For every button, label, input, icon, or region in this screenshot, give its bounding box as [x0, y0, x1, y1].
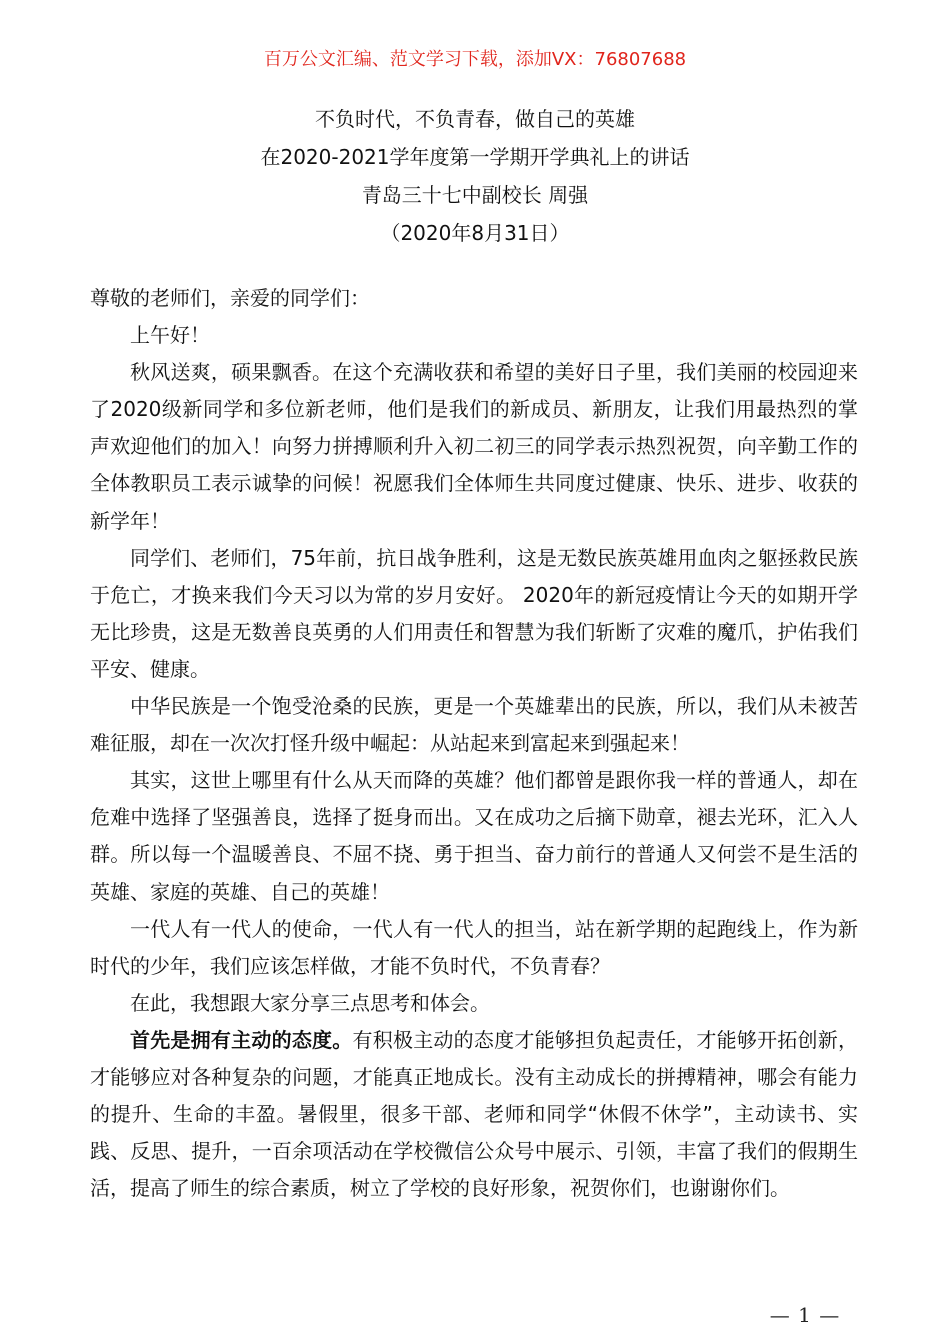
speech-subtitle: 在2020-2021学年度第一学期开学典礼上的讲话: [260, 145, 690, 169]
paragraph-1: 秋风送爽，硕果飘香。在这个充满收获和希望的美好日子里，我们美丽的校园迎来了2020级新同学和多位新老师，他们是我们的新成员、新朋友，让我们用最热烈的掌声欢迎他们的加入！向努力拼搏顺利升入初二初三的同学表示热烈祝贺，向辛勤工作的全体教职员工表示诚挚的问候！祝愿我们全体师生共同度过健康、快乐、进步、收获的新学年！: [90, 360, 858, 533]
salutation: 尊敬的老师们，亲爱的同学们：: [90, 286, 370, 310]
paragraph-7: [90, 1022, 858, 1207]
paragraph-5: 一代人有一代人的使命，一代人有一代人的担当，站在新学期的起跑线上，作为新时代的少年，我们应该怎样做，才能不负时代，不负青春？: [90, 916, 858, 978]
paragraph-4: 其实，这世上哪里有什么从天而降的英雄？他们都曾是跟你我一样的普通人，却在危难中选择了坚强善良，选择了挺身而出。又在成功之后摘下勋章，褪去光环，汇入人群。所以每一个温暖善良、不屈不挠、勇于担当、奋力前行的普通人又何尝不是生活的英雄、家庭的英雄、自己的英雄！: [90, 768, 858, 904]
speech-date: （2020年8月31日）: [380, 221, 570, 245]
greeting: 上午好！: [130, 323, 210, 348]
speaker-line: 青岛三十七中副校长 周强: [361, 183, 589, 207]
page-number: — 1 —: [769, 1303, 841, 1327]
paragraph-3: 中华民族是一个饱受沧桑的民族，更是一个英雄辈出的民族，所以，我们从未被苦难征服，却在一次次打怪升级中崛起：从站起来到富起来到强起来！: [90, 694, 858, 756]
paragraph-2: 同学们、老师们，75年前，抗日战争胜利，这是无数民族英雄用血肉之躯拯救民族于危亡，才换来我们今天习以为常的岁月安好。 2020年的新冠疫情让今天的如期开学无比珍贵，这是无数善良英勇的人们用责任和智慧为我们斩断了灾难的魔爪，护佑我们平安、健康。: [90, 545, 858, 681]
paragraph-7-text: 有积极主动的态度才能够担负起责任，才能够开拓创新，才能够应对各种复杂的问题，才能真正地成长。没有主动成长的拼搏精神，哪会有能力的提升、生命的丰盈。暑假里，很多干部、老师和同学“休假不休学”，主动读书、实践、反思、提升，一百余项活动在学校微信公众号中展示、引领，丰富了我们的假期生活，提高了师生的综合素质，树立了学校的良好形象，祝贺你们，也谢谢你们。: [90, 1027, 859, 1201]
paragraph-6: 在此，我想跟大家分享三点思考和体会。: [130, 990, 490, 1015]
paragraph-7-heading: 首先是拥有主动的态度。: [130, 1027, 353, 1052]
speech-body: [90, 280, 858, 1207]
watermark-banner: 百万公文汇编、范文学习下载，添加VX：76807688: [263, 49, 687, 70]
speech-title: 不负时代，不负青春，做自己的英雄: [315, 107, 635, 131]
document-title-block: [0, 100, 950, 252]
